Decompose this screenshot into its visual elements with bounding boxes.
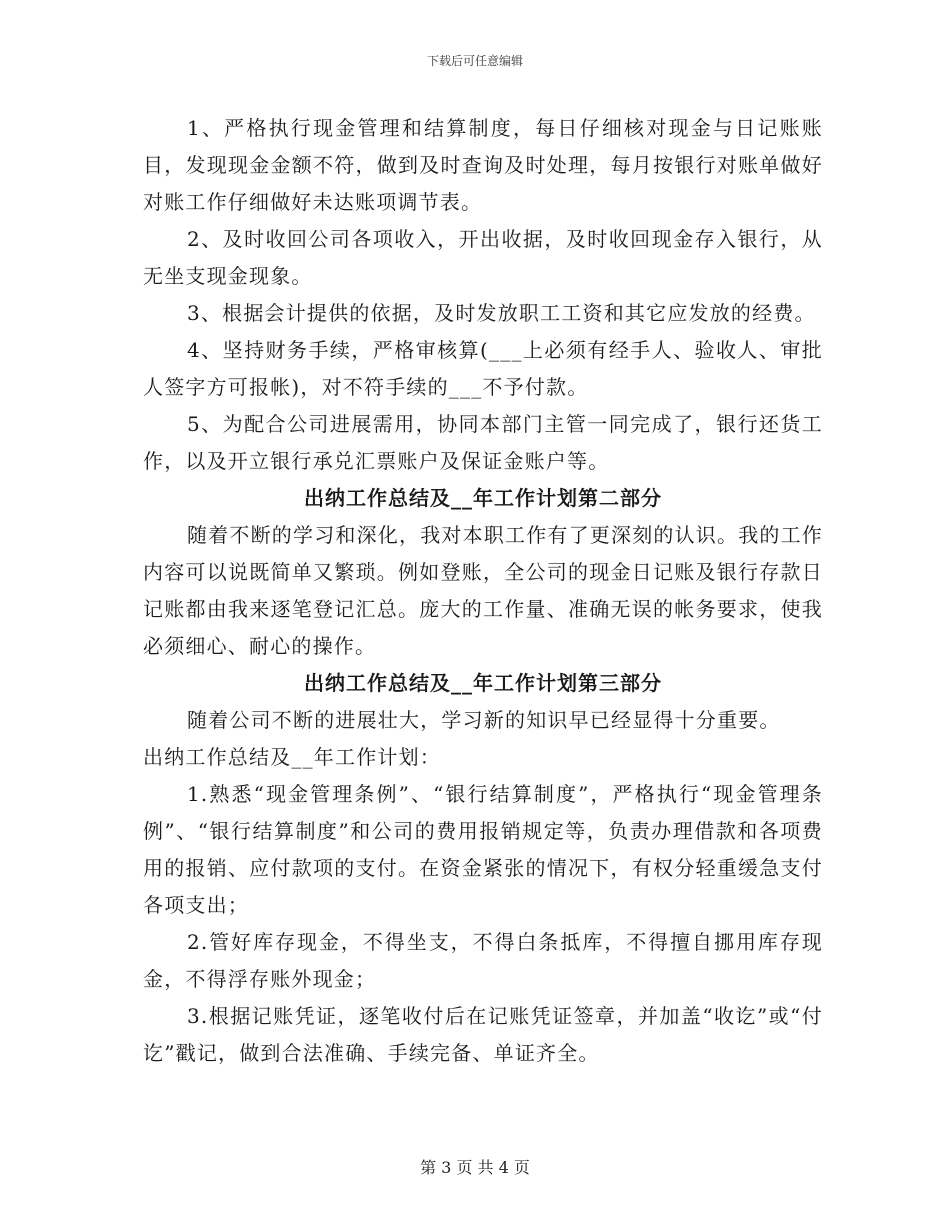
plan-item-2: 2.管好库存现金，不得坐支，不得白条抵库，不得擅自挪用库存现金，不得浮存账外现金； [143, 930, 823, 991]
paragraph-part-3-intro: 随着公司不断的进展壮大，学习新的知识早已经显得十分重要。 [187, 708, 781, 732]
paragraph-item-5: 5、为配合公司进展需用，协同本部门主管一同完成了，银行还货工作，以及开立银行承兑汇票账户及保证金账户等。 [143, 412, 823, 473]
header-note: 下载后可任意编辑 [426, 54, 523, 68]
plan-item-1: 1.熟悉“现金管理条例”、“银行结算制度”，严格执行“现金管理条例”、“银行结算制度”和公司的费用报销规定等，负责办理借款和各项费用的报销、应付款项的支付。在资金紧张的情况下，有权分轻重缓急支付各项支出； [143, 782, 823, 917]
section-heading-part-2: 出纳工作总结及__年工作计划第二部分 [304, 486, 662, 510]
paragraph-plan-title: 出纳工作总结及__年工作计划： [143, 745, 441, 769]
section-heading-part-3: 出纳工作总结及__年工作计划第三部分 [304, 671, 662, 695]
paragraph-item-4: 4、坚持财务手续，严格审核算(___上必须有经手人、验收人、审批人签字方可报帐)，对不符手续的___不予付款。 [143, 338, 823, 399]
document-body [143, 110, 823, 1072]
paragraph-item-3: 3、根据会计提供的依据，及时发放职工工资和其它应发放的经费。 [187, 301, 816, 325]
paragraph-item-1: 1、严格执行现金管理和结算制度，每日仔细核对现金与日记账账目，发现现金金额不符，做到及时查询及时处理，每月按银行对账单做好对账工作仔细做好未达账项调节表。 [143, 116, 823, 214]
paragraph-part-2: 随着不断的学习和深化，我对本职工作有了更深刻的认识。我的工作内容可以说既简单又繁琐。例如登账，全公司的现金日记账及银行存款日记账都由我来逐笔登记汇总。庞大的工作量、准确无误的帐务要求，使我必须细心、耐心的操作。 [143, 523, 823, 658]
plan-item-3: 3.根据记账凭证，逐笔收付后在记账凭证签章，并加盖“收讫”或“付讫”戳记，做到合法准确、手续完备、单证齐全。 [143, 1004, 823, 1065]
paragraph-item-2: 2、及时收回公司各项收入，开出收据，及时收回现金存入银行，从无坐支现金现象。 [143, 227, 823, 288]
page-indicator: 第 3 页 共 4 页 [420, 1158, 530, 1177]
